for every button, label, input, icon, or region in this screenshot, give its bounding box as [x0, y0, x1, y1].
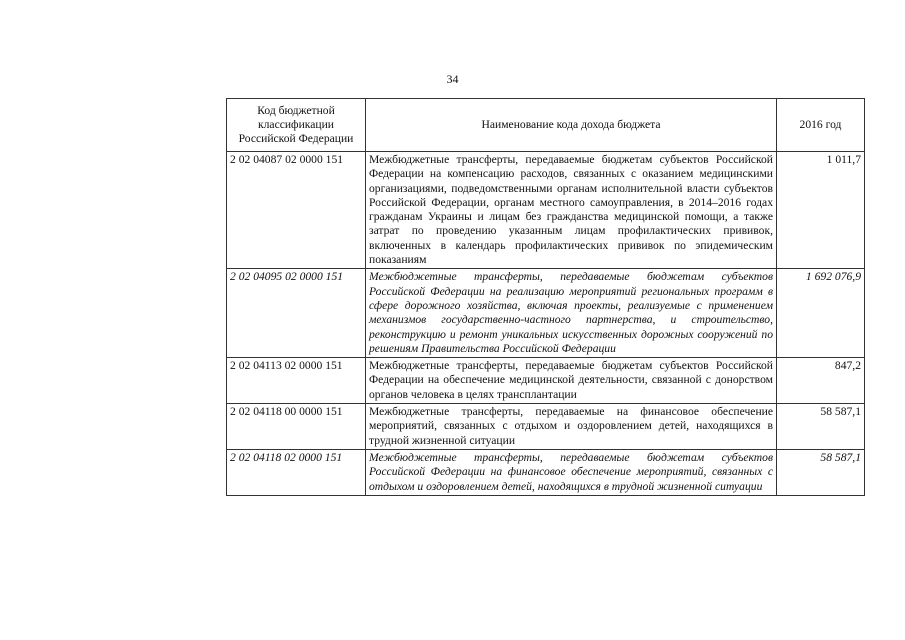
table-row — [227, 358, 865, 404]
table-row — [227, 449, 865, 495]
row-code: 2 02 04095 02 0000 151 — [227, 269, 366, 358]
row-amount: 1 692 076,9 — [777, 269, 865, 358]
row-amount: 847,2 — [777, 358, 865, 404]
row-code: 2 02 04118 02 0000 151 — [227, 449, 366, 495]
row-code: 2 02 04113 02 0000 151 — [227, 358, 366, 404]
budget-revenue-table — [226, 98, 865, 496]
table-header-row — [227, 99, 865, 152]
header-code: Код бюджетной классификации Российской Федерации — [227, 99, 366, 152]
row-name: Межбюджетные трансферты, передаваемые бюджетам субъектов Российской Федерации на финансовое обеспечение мероприятий, связанных с отдыхом и оздоровлением детей, находящихся в трудной жизненной ситуации — [366, 449, 777, 495]
header-year: 2016 год — [777, 99, 865, 152]
table-row — [227, 404, 865, 450]
page-number: 34 — [446, 72, 459, 86]
table-row — [227, 152, 865, 269]
row-amount: 1 011,7 — [777, 152, 865, 269]
row-code: 2 02 04118 00 0000 151 — [227, 404, 366, 450]
row-code: 2 02 04087 02 0000 151 — [227, 152, 366, 269]
row-name: Межбюджетные трансферты, передаваемые бюджетам субъектов Российской Федерации на реализацию мероприятий региональных программ в сфере дорожного хозяйства, включая проекты, реализуемые с применением механизмов государственно-частного партнерства, и строительство, реконструкцию и ремонт уникальных искусственных дорожных сооружений по решениям Правительства Российской Федерации — [366, 269, 777, 358]
row-name: Межбюджетные трансферты, передаваемые на финансовое обеспечение мероприятий, связанных с отдыхом и оздоровлением детей, находящихся в трудной жизненной ситуации — [366, 404, 777, 450]
row-name: Межбюджетные трансферты, передаваемые бюджетам субъектов Российской Федерации на компенсацию расходов, связанных с оказанием медицинскими организациями, подведомственными органам исполнительной власти субъектов Российской Федерации, органам местного самоуправления, в 2014–2016 годах гражданам Украины и лицам без гражданства медицинской помощи, а также затрат по проведению указанным лицам профилактических прививок, включенных в календарь профилактических прививок по эпидемическим показаниям — [366, 152, 777, 269]
table-row — [227, 269, 865, 358]
row-amount: 58 587,1 — [777, 404, 865, 450]
row-amount: 58 587,1 — [777, 449, 865, 495]
header-name: Наименование кода дохода бюджета — [366, 99, 777, 152]
row-name: Межбюджетные трансферты, передаваемые бюджетам субъектов Российской Федерации на обеспечение медицинской деятельности, связанной с донорством органов человека в целях трансплантации — [366, 358, 777, 404]
